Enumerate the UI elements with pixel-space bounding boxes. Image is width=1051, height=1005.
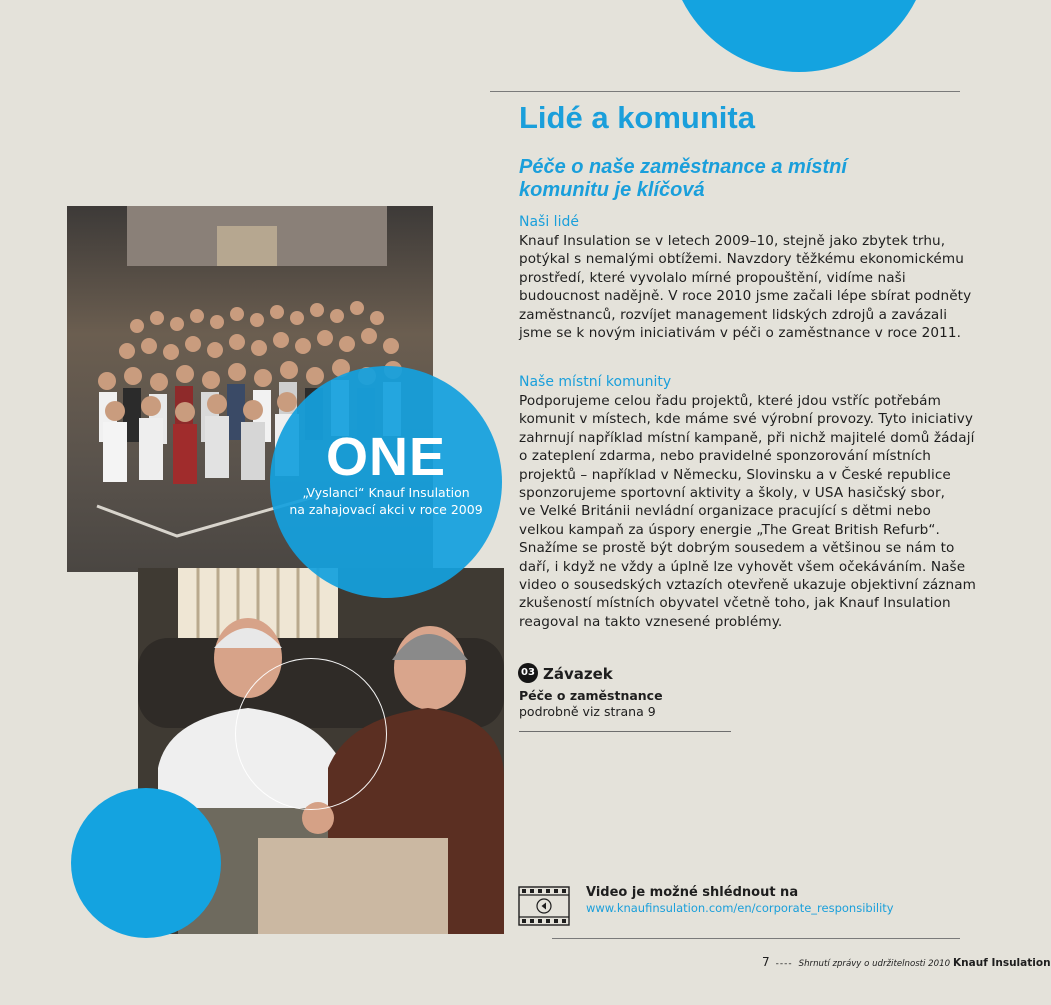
paragraph-line: zkušeností místních obyvatel včetně toho, jak Knauf Insulation: [519, 595, 951, 612]
people-paragraph: [519, 232, 972, 342]
header-rule: [490, 91, 960, 92]
community-heading: Naše místní komunity: [519, 374, 672, 390]
paragraph-line: Snažíme se prostě být dobrým sousedem a většinou se nám to: [519, 540, 955, 557]
people-heading: Naši lidé: [519, 214, 579, 230]
paragraph-line: ve Velké Británii nevládní organizace pracující s dětmi nebo: [519, 503, 931, 520]
paragraph-line: reagoval na takto vznesené problémy.: [519, 613, 783, 630]
paragraph-line: video o sousedských vztazích otevřeně ukazuje objektivní záznam: [519, 577, 976, 594]
paragraph-line: Knauf Insulation se v letech 2009–10, stejně jako zbytek trhu,: [519, 233, 946, 249]
paragraph-line: komunit v místech, kde máme své výrobní provozy. Tyto iniciativy: [519, 411, 974, 428]
commitment-rule: [519, 731, 731, 732]
paragraph-line: prostředí, které vyvolalo mírné propouštění, vidíme naši: [519, 269, 906, 286]
decorative-top-circle: [668, 0, 930, 72]
footer: [762, 955, 1051, 971]
commitment-number-badge: 03: [518, 663, 538, 683]
video-link[interactable]: www.knaufinsulation.com/en/corporate_responsibility: [586, 901, 894, 915]
paragraph-line: potýkal s nemalými obtížemi. Navzdory těžkému ekonomickému: [519, 251, 964, 268]
one-caption: [280, 484, 492, 518]
one-word: ONE: [325, 427, 447, 487]
paragraph-line: velkou kampaň za úspory energie „The Great British Refurb“.: [519, 521, 940, 538]
subtitle-line: Péče o naše zaměstnance a místní: [519, 156, 847, 178]
film-icon[interactable]: [518, 886, 570, 930]
decorative-blue-circle: [71, 788, 221, 938]
paragraph-line: o zateplení zdarma, nebo pravidelné sponzorování místních: [519, 448, 932, 465]
paragraph-line: Podporujeme celou řadu projektů, které jdou vstříc potřebám: [519, 393, 941, 409]
paragraph-line: zaměstnanců, rozvíjet management lidských zdrojů a zavázali: [519, 306, 948, 323]
paragraph-line: jsme se k novým iniciativám v péči o zaměstnance v roce 2011.: [519, 325, 962, 342]
one-caption-line: na zahajovací akci v roce 2009: [289, 502, 483, 517]
commitment-item: Péče o zaměstnance: [519, 688, 663, 703]
community-paragraph: [519, 392, 976, 631]
paragraph-line: budoucnost nadějně. V roce 2010 jsme začali lépe sbírat podněty: [519, 288, 972, 305]
paragraph-line: zahrnují například místní kampaně, při nichž majitelé domů žádají: [519, 429, 975, 446]
footer-dashes: ----: [775, 959, 793, 969]
page-subtitle: [519, 156, 939, 202]
subtitle-line: komunitu je klíčová: [519, 179, 705, 201]
paragraph-line: sponzorujeme sportovní aktivity a školy, v USA hasičský sbor,: [519, 485, 946, 502]
page-title: Lidé a komunita: [519, 100, 755, 135]
one-caption-line: „Vyslanci“ Knauf Insulation: [302, 485, 470, 500]
brand-name: Knauf Insulation: [953, 957, 1051, 969]
commitment-page-ref[interactable]: podrobně viz strana 9: [519, 704, 656, 719]
report-title: Shrnutí zprávy o udržitelnosti 2010: [798, 959, 951, 969]
paragraph-line: daří, i když ne vždy a úplně lze vyhovět všem očekáváním. Naše: [519, 558, 966, 575]
paragraph-line: projektů – například v Německu, Slovinsku a v České republice: [519, 466, 951, 483]
footer-rule: [552, 938, 960, 939]
video-title: Video je možné shlédnout na: [586, 885, 799, 900]
decorative-outline-circle: [235, 658, 387, 810]
commitment-title: Závazek: [543, 665, 613, 683]
page-number: 7: [762, 955, 770, 969]
